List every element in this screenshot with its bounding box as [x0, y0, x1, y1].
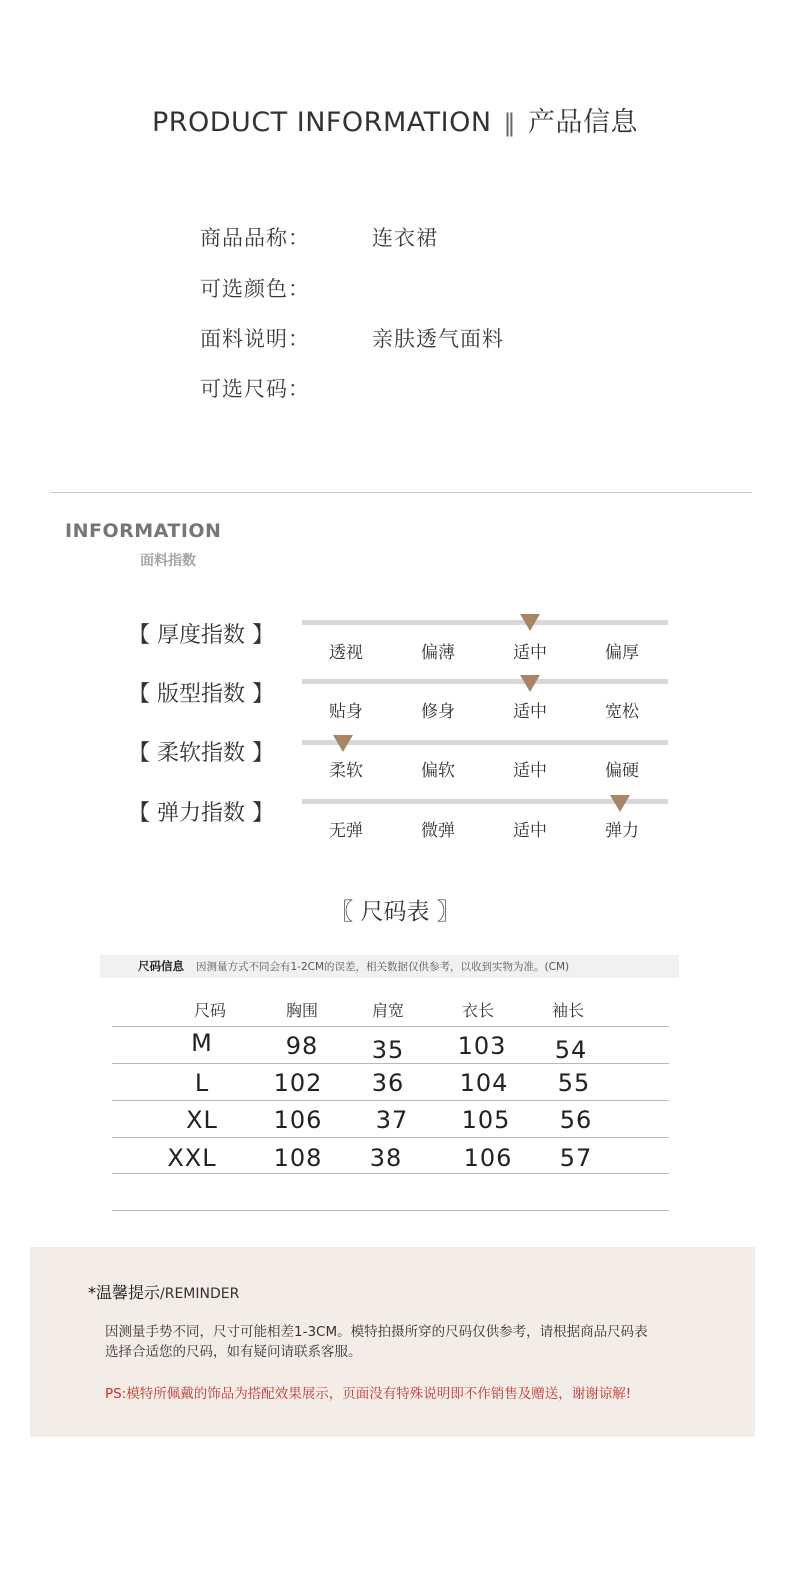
product-fabric-value: 亲肤透气面料 [372, 327, 504, 351]
table-cell: 35 [371, 1036, 405, 1064]
table-cell: 56 [559, 1106, 593, 1134]
product-color-label: 可选颜色： [200, 277, 310, 301]
elasticity-index-title: 【 弹力指数 】 [128, 801, 274, 826]
elasticity-marker-icon [610, 795, 630, 812]
product-name-row [200, 222, 438, 252]
softness-marker-icon [333, 735, 353, 752]
reminder-title-en: /REMINDER [160, 1286, 240, 1302]
elasticity-option: 适中 [513, 821, 547, 841]
thickness-option: 偏薄 [421, 643, 455, 663]
section-divider [50, 492, 752, 493]
thickness-index-bar [302, 620, 668, 625]
chest-header: 胸围 [285, 1001, 318, 1020]
table-cell: 104 [459, 1069, 509, 1097]
table-cell: 37 [375, 1106, 409, 1134]
fit-option: 适中 [513, 702, 547, 722]
table-cell-size: M [191, 1029, 213, 1057]
product-fabric-label: 面料说明： [200, 327, 310, 351]
table-cell: 105 [461, 1106, 511, 1134]
thickness-option: 适中 [513, 643, 547, 663]
reminder-body-line: 因测量手势不同，尺寸可能相差1-3CM。模特拍摄所穿的尺码仅供参考，请根据商品尺码表 [105, 1324, 648, 1340]
softness-index-bar [302, 740, 668, 745]
table-cell: 106 [273, 1106, 323, 1134]
table-cell: 38 [369, 1144, 403, 1172]
info-heading-cn: 面料指数 [140, 553, 196, 569]
page-title-cn: 产品信息 [528, 107, 639, 138]
softness-option: 偏软 [421, 761, 455, 781]
table-cell: 36 [371, 1069, 405, 1097]
elasticity-option: 弹力 [605, 821, 639, 841]
product-fabric-row [200, 323, 504, 353]
size-info-bar [100, 955, 679, 978]
table-cell: 103 [457, 1032, 507, 1060]
sleeve-header: 袖长 [551, 1001, 584, 1020]
title-separator: ‖ [503, 109, 517, 137]
product-size-row [200, 373, 372, 403]
thickness-option: 透视 [329, 643, 363, 663]
table-cell: 54 [554, 1036, 588, 1064]
softness-option: 适中 [513, 761, 547, 781]
size-header: 尺码 [193, 1001, 226, 1020]
length-header: 衣长 [461, 1001, 494, 1020]
fit-index-bar [302, 679, 668, 684]
elasticity-option: 无弹 [329, 821, 363, 841]
softness-option: 偏硬 [605, 761, 639, 781]
size-chart-title: 〖 尺码表 〗 [330, 899, 460, 925]
fit-option: 宽松 [605, 702, 639, 722]
table-cell: 57 [559, 1144, 593, 1172]
table-divider [112, 1100, 669, 1101]
size-info-label: 尺码信息 [138, 959, 184, 973]
table-cell: 102 [273, 1069, 323, 1097]
elasticity-option: 微弹 [421, 821, 455, 841]
reminder-title [88, 1280, 239, 1303]
softness-option: 柔软 [329, 761, 363, 781]
table-cell: 98 [285, 1032, 319, 1060]
reminder-title-cn: *温馨提示 [88, 1283, 161, 1302]
product-name-label: 商品品称： [200, 226, 310, 250]
product-size-label: 可选尺码： [200, 377, 310, 401]
table-cell: 108 [273, 1144, 323, 1172]
table-cell-size: XXL [167, 1144, 217, 1172]
shoulder-header: 肩宽 [371, 1001, 404, 1020]
table-cell: 55 [557, 1069, 591, 1097]
size-info-note: 因测量方式不同会有1-2CM的误差，相关数据仅供参考，以收到实物为准。(CM) [196, 961, 570, 973]
page-title-en: PRODUCT INFORMATION [151, 107, 492, 138]
table-divider [112, 1173, 669, 1174]
fit-option: 贴身 [329, 702, 363, 722]
product-name-value: 连衣裙 [372, 226, 438, 250]
table-cell: 106 [463, 1144, 513, 1172]
thickness-index-title: 【 厚度指数 】 [128, 623, 274, 648]
thickness-marker-icon [520, 614, 540, 631]
reminder-body [105, 1322, 705, 1362]
reminder-body-line: 选择合适您的尺码，如有疑问请联系客服。 [105, 1344, 362, 1360]
table-divider [112, 1026, 669, 1027]
fit-index-title: 【 版型指数 】 [128, 682, 274, 707]
softness-index-title: 【 柔软指数 】 [128, 741, 274, 766]
product-color-row [200, 273, 372, 303]
fit-option: 修身 [421, 702, 455, 722]
table-divider [112, 1137, 669, 1138]
table-divider [112, 1210, 669, 1211]
reminder-ps: PS:模特所佩戴的饰品为搭配效果展示，页面没有特殊说明即不作销售及赠送，谢谢谅解! [105, 1386, 632, 1402]
page-title [0, 100, 790, 139]
info-heading-en: INFORMATION [65, 520, 222, 542]
table-cell-size: L [194, 1069, 210, 1097]
table-cell-size: XL [186, 1106, 218, 1134]
fit-marker-icon [520, 675, 540, 692]
thickness-option: 偏厚 [605, 643, 639, 663]
